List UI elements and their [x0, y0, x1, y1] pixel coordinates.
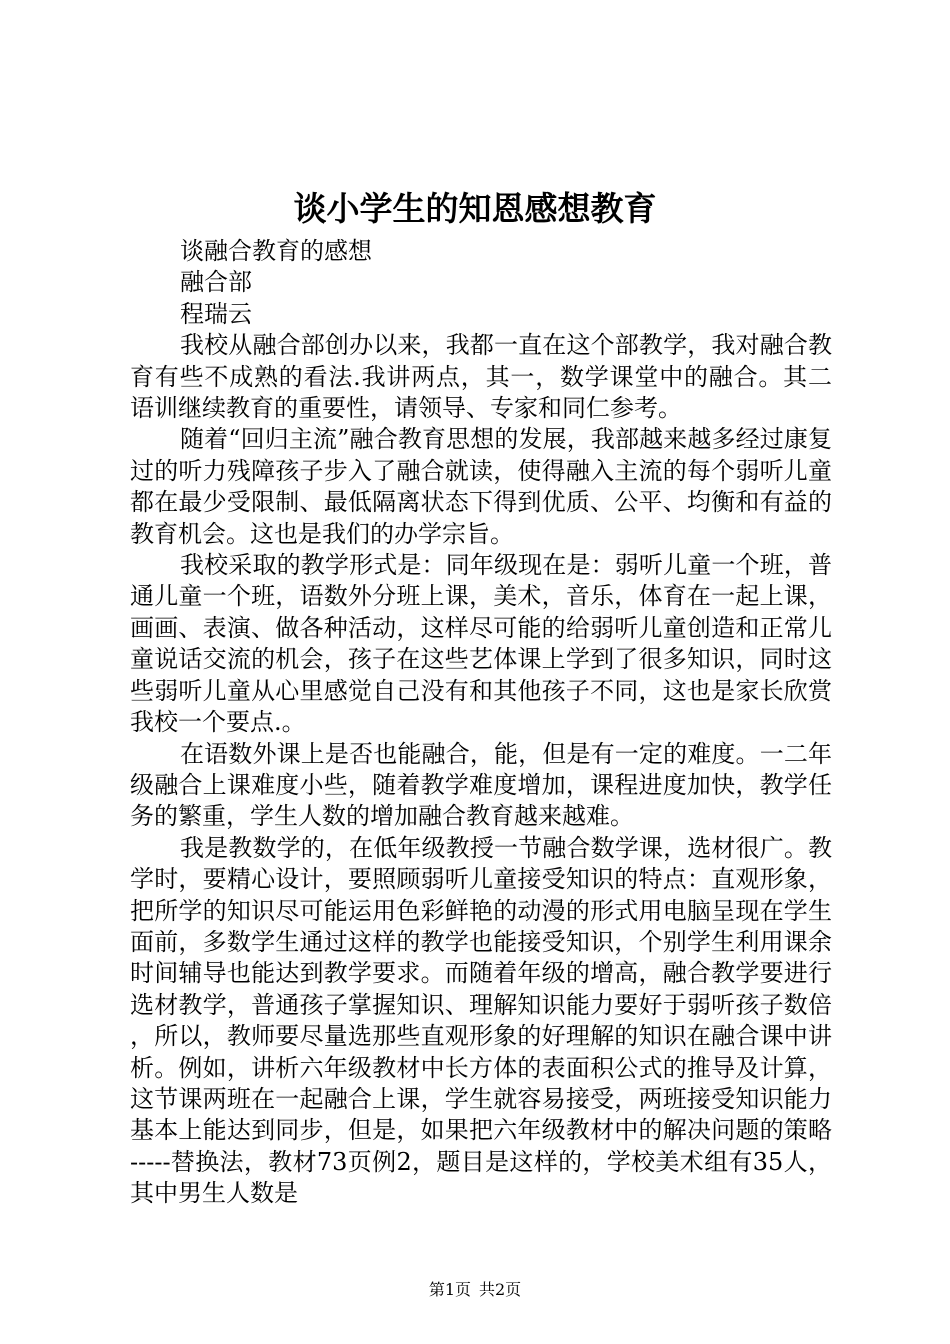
page-footer	[0, 1278, 950, 1302]
page-number-total: 共2页	[479, 1280, 522, 1299]
document-body	[130, 236, 832, 1210]
paragraph: 我校采取的教学形式是：同年级现在是：弱听儿童一个班，普通儿童一个班，语数外分班上课，美术，音乐，体育在一起上课，画画、表演、做各种活动，这样尽可能的给弱听儿童创造和正常儿童说话交流的机会，孩子在这些艺体课上学到了很多知识，同时这些弱听儿童从心里感觉自己没有和其他孩子不同，这也是家长欣赏我校一个要点.。	[130, 551, 832, 737]
paragraph: 随着“回归主流”融合教育思想的发展，我部越来越多经过康复过的听力残障孩子步入了融合就读，使得融入主流的每个弱听儿童都在最少受限制、最低隔离状态下得到优质、公平、均衡和有益的教育机会。这也是我们的办学宗旨。	[130, 425, 832, 548]
paragraph: 我校从融合部创办以来，我都一直在这个部教学，我对融合教育有些不成熟的看法.我讲两点，其一，数学课堂中的融合。其二语训继续教育的重要性，请领导、专家和同仁参考。	[130, 331, 832, 423]
paragraph: 在语数外课上是否也能融合，能，但是有一定的难度。一二年级融合上课难度小些，随着教学难度增加，课程进度加快，教学任务的繁重，学生人数的增加融合教育越来越难。	[130, 739, 832, 831]
page-number-current: 第1页	[428, 1280, 471, 1299]
document-title: 谈小学生的知恩感想教育	[293, 189, 657, 228]
document-author: 程瑞云	[180, 299, 252, 328]
document-department: 融合部	[180, 268, 252, 297]
paragraph: 我是教数学的，在低年级教授一节融合数学课，选材很广。教学时，要精心设计，要照顾弱听儿童接受知识的特点：直观形象，把所学的知识尽可能运用色彩鲜艳的动漫的形式用电脑呈现在学生面前，多数学生通过这样的教学也能接受知识，个别学生利用课余时间辅导也能达到教学要求。而随着年级的增高，融合教学要进行选材教学，普通孩子掌握知识、理解知识能力要好于弱听孩子数倍，所以，教师要尽量选那些直观形象的好理解的知识在融合课中讲析。例如，讲析六年级教材中长方体的表面积公式的推导及计算，这节课两班在一起融合上课，学生就容易接受，两班接受知识能力基本上能达到同步，但是，如果把六年级教材中的解决问题的策略-----替换法，教材73页例2，题目是这样的，学校美术组有35人，其中男生人数是	[130, 833, 832, 1208]
document-subtitle: 谈融合教育的感想	[180, 237, 372, 265]
